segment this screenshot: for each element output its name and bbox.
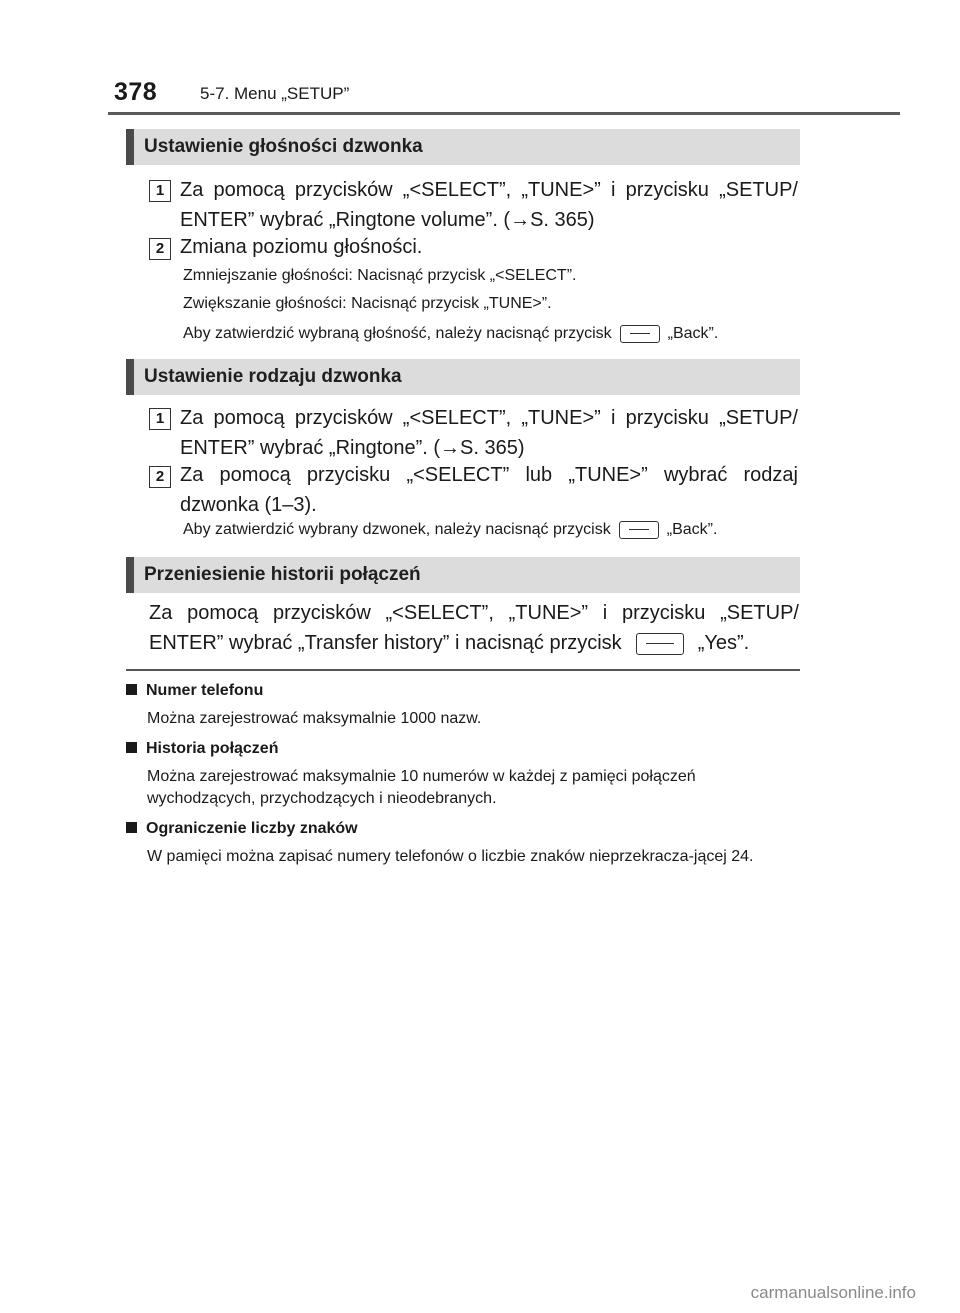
step-text xyxy=(180,403,798,463)
note-text: Aby zatwierdzić wybrany dzwonek, należy nacisnąć przycisk xyxy=(183,521,611,538)
chapter-title: 5-7. Menu „SETUP” xyxy=(200,84,350,103)
info-body: Można zarejestrować maksymalnie 10 numerów w każdej z pamięci połączeń wychodzących, przychodzących i nieodebranych. xyxy=(147,768,696,807)
step-line: ENTER” wybrać „Ringtone”. (→S. 365) xyxy=(180,437,525,459)
info-item-phone-number xyxy=(126,680,806,730)
back-button-icon xyxy=(619,521,659,539)
note-text: „Back”. xyxy=(667,325,719,342)
step-line: Zmiana poziomu głośności. xyxy=(180,236,423,258)
step-number-badge: 2 xyxy=(149,466,171,488)
step-number-badge: 2 xyxy=(149,238,171,260)
info-title-text: Historia połączeń xyxy=(146,740,279,757)
note-decrease-volume: Zmniejszanie głośności: Nacisnąć przycisk „<SELECT”. xyxy=(183,267,577,284)
info-item-call-history xyxy=(126,738,806,810)
note-text: Aby zatwierdzić wybraną głośność, należy nacisnąć przycisk xyxy=(183,325,612,342)
bullet-square-icon xyxy=(126,822,137,833)
note-increase-volume: Zwiększanie głośności: Nacisnąć przycisk „TUNE>”. xyxy=(183,295,552,312)
step-line: Za pomocą przycisków „<SELECT”, „TUNE>” i przycisku „SETUP/ xyxy=(180,179,798,201)
note-text: „Back”. xyxy=(666,521,718,538)
transfer-text: ENTER” wybrać „Transfer history” i nacisnąć przycisk xyxy=(149,632,622,654)
page-number: 378 xyxy=(114,78,158,106)
header-rule xyxy=(108,112,900,115)
transfer-line xyxy=(149,628,799,658)
step-line: ENTER” wybrać „Ringtone volume”. (→S. 365) xyxy=(180,209,595,231)
section-title: Ustawienie rodzaju dzwonka xyxy=(144,366,402,387)
section-heading-ringtone-volume xyxy=(126,129,800,165)
yes-button-icon xyxy=(636,633,684,655)
info-title xyxy=(126,818,806,840)
page-header xyxy=(0,0,960,120)
step-number-badge: 1 xyxy=(149,180,171,202)
info-title xyxy=(126,680,806,702)
transfer-text: „Yes”. xyxy=(697,632,750,654)
step-line: Za pomocą przycisków „<SELECT”, „TUNE>” i przycisku „SETUP/ xyxy=(180,407,798,429)
section-title: Ustawienie głośności dzwonka xyxy=(144,136,423,157)
step-text xyxy=(180,232,798,262)
step-text xyxy=(180,460,798,520)
info-title-text: Ograniczenie liczby znaków xyxy=(146,820,358,837)
step-text xyxy=(180,175,798,235)
section-divider xyxy=(126,669,800,671)
info-body: Można zarejestrować maksymalnie 1000 nazw. xyxy=(147,710,482,727)
watermark: carmanualsonline.info xyxy=(750,1283,916,1302)
step-number-badge: 1 xyxy=(149,408,171,430)
note-confirm-ringtone xyxy=(183,520,803,540)
info-title xyxy=(126,738,806,760)
info-body: W pamięci można zapisać numery telefonów o liczbie znaków nieprzekracza-jącej 24. xyxy=(147,848,754,865)
back-button-icon xyxy=(620,325,660,343)
bullet-square-icon xyxy=(126,684,137,695)
step-line: Za pomocą przycisku „<SELECT” lub „TUNE>” wybrać rodzaj xyxy=(180,464,798,486)
step-line: dzwonka (1–3). xyxy=(180,494,317,516)
bullet-square-icon xyxy=(126,742,137,753)
section-heading-transfer-history xyxy=(126,557,800,593)
info-title-text: Numer telefonu xyxy=(146,682,264,699)
info-item-character-limit xyxy=(126,818,806,868)
transfer-line: Za pomocą przycisków „<SELECT”, „TUNE>” i przycisku „SETUP/ xyxy=(149,602,799,624)
transfer-instructions xyxy=(149,598,799,658)
section-title: Przeniesienie historii połączeń xyxy=(144,564,421,585)
note-confirm-volume xyxy=(183,324,803,344)
section-heading-ringtone-type xyxy=(126,359,800,395)
